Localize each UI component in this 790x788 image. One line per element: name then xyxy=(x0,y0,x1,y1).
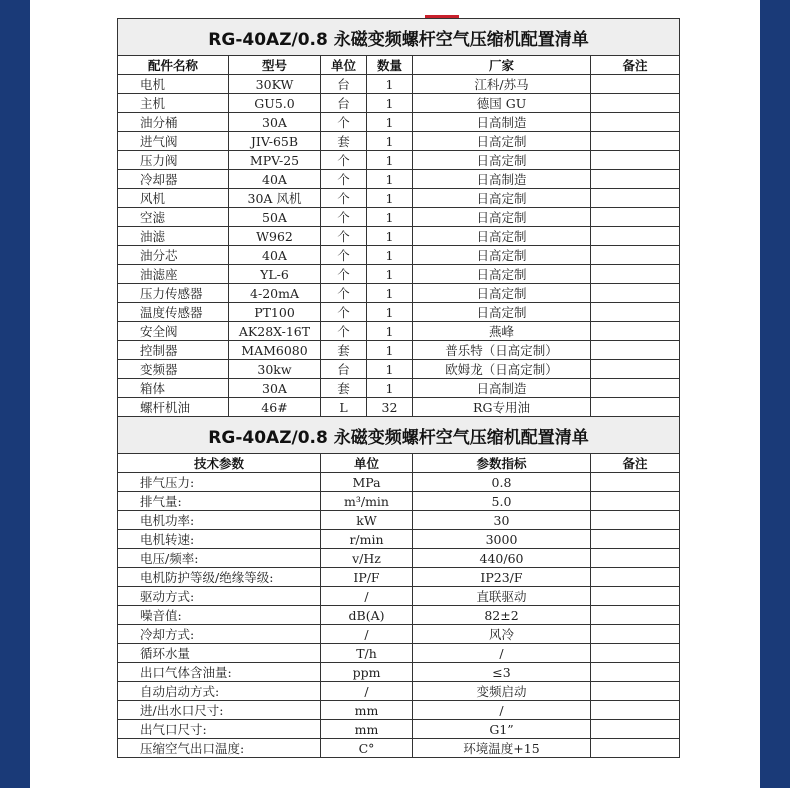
unit-cell: L xyxy=(321,398,367,417)
param-remarks-cell xyxy=(591,663,680,682)
col-header-tech-param: 技术参数 xyxy=(118,454,321,473)
param-unit-cell: IP/F xyxy=(321,568,413,587)
param-unit-cell: m³/min xyxy=(321,492,413,511)
param-unit-cell: kW xyxy=(321,511,413,530)
param-value-cell: 5.0 xyxy=(413,492,591,511)
param-name-cell: 电机转速: xyxy=(118,530,321,549)
param-value-cell: / xyxy=(413,701,591,720)
model-cell: AK28X-16T xyxy=(229,322,321,341)
table-row xyxy=(118,170,680,189)
param-value-cell: IP23/F xyxy=(413,568,591,587)
param-remarks-cell xyxy=(591,606,680,625)
manufacturer-cell: 日高定制 xyxy=(413,246,591,265)
right-blue-border xyxy=(760,0,790,788)
table-row xyxy=(118,644,680,663)
part-name-cell: 箱体 xyxy=(118,379,229,398)
manufacturer-cell: 欧姆龙（日高定制） xyxy=(413,360,591,379)
part-name-cell: 油滤 xyxy=(118,227,229,246)
table-row xyxy=(118,549,680,568)
quantity-cell: 32 xyxy=(367,398,413,417)
param-remarks-cell xyxy=(591,492,680,511)
unit-cell: 个 xyxy=(321,303,367,322)
quantity-cell: 1 xyxy=(367,132,413,151)
unit-cell: 个 xyxy=(321,322,367,341)
param-value-cell: 30 xyxy=(413,511,591,530)
model-cell: 30KW xyxy=(229,75,321,94)
param-unit-cell: / xyxy=(321,625,413,644)
table-row xyxy=(118,606,680,625)
manufacturer-cell: 日高制造 xyxy=(413,170,591,189)
part-name-cell: 油滤座 xyxy=(118,265,229,284)
remarks-cell xyxy=(591,132,680,151)
unit-cell: 台 xyxy=(321,94,367,113)
quantity-cell: 1 xyxy=(367,379,413,398)
model-cell: 30kw xyxy=(229,360,321,379)
unit-cell: 个 xyxy=(321,208,367,227)
param-unit-cell: T/h xyxy=(321,644,413,663)
model-cell: W962 xyxy=(229,227,321,246)
table-row xyxy=(118,94,680,113)
table-row xyxy=(118,151,680,170)
model-cell: GU5.0 xyxy=(229,94,321,113)
table-row xyxy=(118,341,680,360)
model-cell: 30A 风机 xyxy=(229,189,321,208)
manufacturer-cell: 江科/苏马 xyxy=(413,75,591,94)
part-name-cell: 风机 xyxy=(118,189,229,208)
manufacturer-cell: 日高定制 xyxy=(413,265,591,284)
table-row xyxy=(118,360,680,379)
manufacturer-cell: 日高定制 xyxy=(413,227,591,246)
tech-params-table xyxy=(117,416,680,758)
param-name-cell: 循环水量 xyxy=(118,644,321,663)
model-cell: 30A xyxy=(229,379,321,398)
param-unit-cell: dB(A) xyxy=(321,606,413,625)
table-row xyxy=(118,132,680,151)
param-unit-cell: MPa xyxy=(321,473,413,492)
part-name-cell: 压力传感器 xyxy=(118,284,229,303)
table-row xyxy=(118,568,680,587)
part-name-cell: 螺杆机油 xyxy=(118,398,229,417)
remarks-cell xyxy=(591,113,680,132)
param-name-cell: 噪音值: xyxy=(118,606,321,625)
remarks-cell xyxy=(591,208,680,227)
table-row xyxy=(118,246,680,265)
table-row xyxy=(118,492,680,511)
remarks-cell xyxy=(591,75,680,94)
quantity-cell: 1 xyxy=(367,151,413,170)
remarks-cell xyxy=(591,170,680,189)
param-name-cell: 进/出水口尺寸: xyxy=(118,701,321,720)
table-row xyxy=(118,398,680,417)
param-remarks-cell xyxy=(591,530,680,549)
quantity-cell: 1 xyxy=(367,227,413,246)
remarks-cell xyxy=(591,189,680,208)
model-cell: PT100 xyxy=(229,303,321,322)
unit-cell: 台 xyxy=(321,75,367,94)
part-name-cell: 油分芯 xyxy=(118,246,229,265)
param-value-cell: 3000 xyxy=(413,530,591,549)
model-cell: 40A xyxy=(229,170,321,189)
table-row xyxy=(118,208,680,227)
manufacturer-cell: 燕峰 xyxy=(413,322,591,341)
table-row xyxy=(118,379,680,398)
col-header-param-unit: 单位 xyxy=(321,454,413,473)
param-remarks-cell xyxy=(591,682,680,701)
param-remarks-cell xyxy=(591,720,680,739)
param-name-cell: 电压/频率: xyxy=(118,549,321,568)
part-name-cell: 控制器 xyxy=(118,341,229,360)
param-name-cell: 排气量: xyxy=(118,492,321,511)
part-name-cell: 温度传感器 xyxy=(118,303,229,322)
param-name-cell: 电机防护等级/绝缘等级: xyxy=(118,568,321,587)
remarks-cell xyxy=(591,379,680,398)
unit-cell: 个 xyxy=(321,284,367,303)
parts-config-table xyxy=(117,18,680,417)
table-row xyxy=(118,739,680,758)
remarks-cell xyxy=(591,398,680,417)
param-name-cell: 自动启动方式: xyxy=(118,682,321,701)
unit-cell: 个 xyxy=(321,113,367,132)
quantity-cell: 1 xyxy=(367,246,413,265)
unit-cell: 套 xyxy=(321,341,367,360)
param-name-cell: 压缩空气出口温度: xyxy=(118,739,321,758)
param-remarks-cell xyxy=(591,739,680,758)
unit-cell: 个 xyxy=(321,151,367,170)
param-value-cell: ≤3 xyxy=(413,663,591,682)
remarks-cell xyxy=(591,94,680,113)
unit-cell: 套 xyxy=(321,379,367,398)
param-value-cell: / xyxy=(413,644,591,663)
param-value-cell: 82±2 xyxy=(413,606,591,625)
quantity-cell: 1 xyxy=(367,75,413,94)
quantity-cell: 1 xyxy=(367,284,413,303)
param-name-cell: 驱动方式: xyxy=(118,587,321,606)
param-value-cell: 0.8 xyxy=(413,473,591,492)
model-cell: 46# xyxy=(229,398,321,417)
manufacturer-cell: 德国 GU xyxy=(413,94,591,113)
part-name-cell: 变频器 xyxy=(118,360,229,379)
remarks-cell xyxy=(591,322,680,341)
param-unit-cell: C° xyxy=(321,739,413,758)
param-remarks-cell xyxy=(591,568,680,587)
param-remarks-cell xyxy=(591,644,680,663)
part-name-cell: 冷却器 xyxy=(118,170,229,189)
param-unit-cell: / xyxy=(321,587,413,606)
manufacturer-cell: 日高制造 xyxy=(413,379,591,398)
table-row xyxy=(118,720,680,739)
param-name-cell: 排气压力: xyxy=(118,473,321,492)
param-value-cell: 变频启动 xyxy=(413,682,591,701)
part-name-cell: 主机 xyxy=(118,94,229,113)
manufacturer-cell: 日高定制 xyxy=(413,303,591,322)
left-blue-border xyxy=(0,0,30,788)
table-row xyxy=(118,663,680,682)
quantity-cell: 1 xyxy=(367,189,413,208)
quantity-cell: 1 xyxy=(367,360,413,379)
param-value-cell: 440/60 xyxy=(413,549,591,568)
quantity-cell: 1 xyxy=(367,208,413,227)
part-name-cell: 压力阀 xyxy=(118,151,229,170)
col-header-remarks: 备注 xyxy=(591,56,680,75)
table-row xyxy=(118,227,680,246)
unit-cell: 个 xyxy=(321,189,367,208)
table-row xyxy=(118,322,680,341)
manufacturer-cell: 日高定制 xyxy=(413,208,591,227)
remarks-cell xyxy=(591,151,680,170)
table-row xyxy=(118,113,680,132)
part-name-cell: 安全阀 xyxy=(118,322,229,341)
col-header-model: 型号 xyxy=(229,56,321,75)
parts-table-title: RG-40AZ/0.8 永磁变频螺杆空气压缩机配置清单 xyxy=(118,19,680,56)
part-name-cell: 油分桶 xyxy=(118,113,229,132)
param-name-cell: 冷却方式: xyxy=(118,625,321,644)
manufacturer-cell: 日高制造 xyxy=(413,113,591,132)
part-name-cell: 进气阀 xyxy=(118,132,229,151)
unit-cell: 台 xyxy=(321,360,367,379)
param-remarks-cell xyxy=(591,625,680,644)
table-row xyxy=(118,189,680,208)
param-value-cell: 风冷 xyxy=(413,625,591,644)
table-row xyxy=(118,473,680,492)
table-row xyxy=(118,530,680,549)
param-unit-cell: mm xyxy=(321,701,413,720)
remarks-cell xyxy=(591,341,680,360)
manufacturer-cell: RG专用油 xyxy=(413,398,591,417)
model-cell: YL-6 xyxy=(229,265,321,284)
remarks-cell xyxy=(591,284,680,303)
manufacturer-cell: 普乐特（日高定制） xyxy=(413,341,591,360)
param-remarks-cell xyxy=(591,587,680,606)
col-header-param-remarks: 备注 xyxy=(591,454,680,473)
table-row xyxy=(118,511,680,530)
unit-cell: 套 xyxy=(321,132,367,151)
quantity-cell: 1 xyxy=(367,303,413,322)
unit-cell: 个 xyxy=(321,170,367,189)
param-value-cell: 直联驱动 xyxy=(413,587,591,606)
remarks-cell xyxy=(591,265,680,284)
unit-cell: 个 xyxy=(321,227,367,246)
remarks-cell xyxy=(591,246,680,265)
config-sheet xyxy=(117,18,679,758)
model-cell: 40A xyxy=(229,246,321,265)
param-remarks-cell xyxy=(591,511,680,530)
table-row xyxy=(118,303,680,322)
param-unit-cell: r/min xyxy=(321,530,413,549)
col-header-manufacturer: 厂家 xyxy=(413,56,591,75)
model-cell: MAM6080 xyxy=(229,341,321,360)
quantity-cell: 1 xyxy=(367,94,413,113)
col-header-param-value: 参数指标 xyxy=(413,454,591,473)
remarks-cell xyxy=(591,303,680,322)
col-header-unit: 单位 xyxy=(321,56,367,75)
model-cell: 4-20mA xyxy=(229,284,321,303)
table-row xyxy=(118,682,680,701)
part-name-cell: 电机 xyxy=(118,75,229,94)
quantity-cell: 1 xyxy=(367,113,413,132)
table-row xyxy=(118,625,680,644)
model-cell: 50A xyxy=(229,208,321,227)
param-remarks-cell xyxy=(591,473,680,492)
tech-table-title: RG-40AZ/0.8 永磁变频螺杆空气压缩机配置清单 xyxy=(118,417,680,454)
manufacturer-cell: 日高定制 xyxy=(413,151,591,170)
col-header-part-name: 配件名称 xyxy=(118,56,229,75)
param-unit-cell: v/Hz xyxy=(321,549,413,568)
table-row xyxy=(118,284,680,303)
param-unit-cell: / xyxy=(321,682,413,701)
table-row xyxy=(118,701,680,720)
param-value-cell: 环境温度+15 xyxy=(413,739,591,758)
part-name-cell: 空滤 xyxy=(118,208,229,227)
param-name-cell: 出气口尺寸: xyxy=(118,720,321,739)
quantity-cell: 1 xyxy=(367,341,413,360)
model-cell: MPV-25 xyxy=(229,151,321,170)
remarks-cell xyxy=(591,360,680,379)
manufacturer-cell: 日高定制 xyxy=(413,284,591,303)
param-remarks-cell xyxy=(591,701,680,720)
quantity-cell: 1 xyxy=(367,170,413,189)
manufacturer-cell: 日高定制 xyxy=(413,132,591,151)
remarks-cell xyxy=(591,227,680,246)
param-name-cell: 电机功率: xyxy=(118,511,321,530)
col-header-quantity: 数量 xyxy=(367,56,413,75)
unit-cell: 个 xyxy=(321,265,367,284)
quantity-cell: 1 xyxy=(367,265,413,284)
param-value-cell: G1” xyxy=(413,720,591,739)
unit-cell: 个 xyxy=(321,246,367,265)
manufacturer-cell: 日高定制 xyxy=(413,189,591,208)
param-unit-cell: mm xyxy=(321,720,413,739)
param-remarks-cell xyxy=(591,549,680,568)
table-row xyxy=(118,265,680,284)
table-row xyxy=(118,75,680,94)
model-cell: JIV-65B xyxy=(229,132,321,151)
table-row xyxy=(118,587,680,606)
quantity-cell: 1 xyxy=(367,322,413,341)
model-cell: 30A xyxy=(229,113,321,132)
param-name-cell: 出口气体含油量: xyxy=(118,663,321,682)
param-unit-cell: ppm xyxy=(321,663,413,682)
